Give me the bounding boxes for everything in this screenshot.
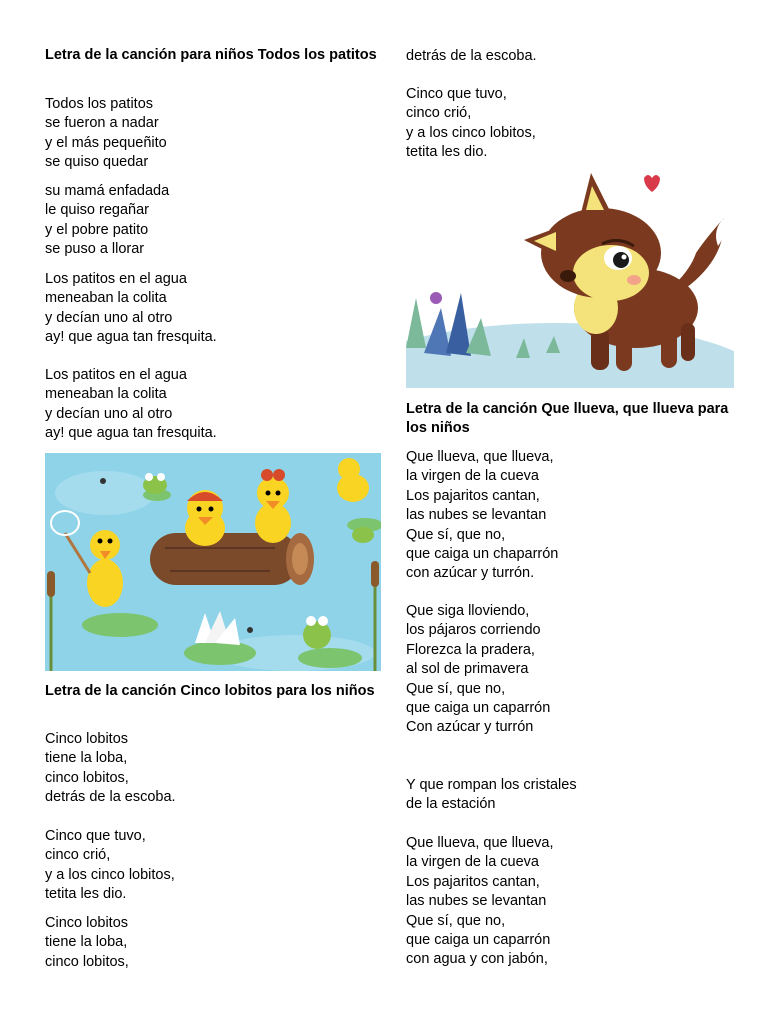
lyric-line: y a los cinco lobitos, (45, 866, 175, 883)
lyric-line: Que llueva, que llueva, (406, 835, 554, 851)
stanza (406, 602, 734, 738)
lyric-line: Florezca la pradera, (406, 641, 535, 658)
lyric-line: se fueron a nadar (45, 115, 159, 132)
lyric-line: Cinco lobitos (45, 731, 129, 747)
lyric-line: y decían uno al otro (45, 405, 173, 422)
stanza (45, 914, 381, 972)
stanza (406, 776, 734, 815)
stanza (45, 182, 381, 260)
lyric-line: cinco crió, (406, 105, 472, 122)
lyric-line: tetita les dio. (45, 886, 127, 903)
lyric-line: su mamá enfadada (45, 183, 170, 199)
lyric-line: y decían uno al otro (45, 309, 173, 326)
lyric-line: la virgen de la cueva (406, 468, 539, 485)
lyric-line: al sol de primavera (406, 661, 529, 678)
lyric-line: cinco crió, (45, 847, 111, 864)
wolf-cub-illustration (406, 168, 734, 388)
lyric-line: tiene la loba, (45, 934, 128, 951)
lyric-line: con agua y con jabón, (406, 951, 548, 968)
ducklings-pond-illustration (45, 453, 381, 671)
lyric-line: Los pajaritos cantan, (406, 873, 540, 890)
lyric-line: se quiso quedar (45, 154, 149, 171)
lyric-line: y a los cinco lobitos, (406, 124, 536, 141)
lyric-line: y el pobre patito (45, 221, 149, 238)
stanza (45, 95, 381, 173)
lyric-line: tetita les dio. (406, 144, 488, 161)
lyric-line: meneaban la colita (45, 290, 167, 307)
lyric-line: meneaban la colita (45, 386, 167, 403)
lyric-line: de la estación (406, 796, 496, 813)
lyric-line: se puso a llorar (45, 241, 145, 258)
stanza (45, 730, 381, 808)
lyric-line: Que sí, que no, (406, 680, 506, 697)
lyric-line: Que siga lloviendo, (406, 603, 530, 619)
lyric-line: Que llueva, que llueva, (406, 449, 554, 465)
lyric-line: cinco lobitos, (45, 953, 129, 970)
lyric-line: Que sí, que no, (406, 526, 506, 543)
lyric-line: la virgen de la cueva (406, 854, 539, 871)
lyric-line: ay! que agua tan fresquita. (45, 425, 217, 442)
song-title-todos-los-patitos: Letra de la canción para niños Todos los patitos (45, 47, 377, 63)
lyric-line: las nubes se levantan (406, 893, 547, 910)
lyric-line: que caiga un caparrón (406, 932, 551, 949)
lyric-line: ay! que agua tan fresquita. (45, 329, 217, 346)
lyric-line: los pájaros corriendo (406, 622, 541, 639)
lyric-line: que caiga un caparrón (406, 700, 551, 717)
stanza (45, 270, 381, 348)
lyric-line: las nubes se levantan (406, 507, 547, 524)
lyric-line: cinco lobitos, (45, 769, 129, 786)
lyric-line: detrás de la escoba. (406, 48, 537, 64)
stanza (406, 85, 734, 163)
lyric-line: Cinco lobitos (45, 915, 129, 931)
lyric-line: tiene la loba, (45, 750, 128, 767)
lyric-line: con azúcar y turrón. (406, 565, 535, 582)
stanza (406, 47, 734, 66)
lyric-line: y el más pequeñito (45, 134, 167, 151)
stanza (45, 366, 381, 444)
lyric-line: Todos los patitos (45, 96, 154, 112)
lyric-line: que caiga un chaparrón (406, 546, 559, 563)
lyric-line: le quiso regañar (45, 202, 149, 219)
lyric-line: Los patitos en el agua (45, 367, 187, 383)
stanza (406, 448, 734, 584)
lyric-line: Los pajaritos cantan, (406, 487, 540, 504)
lyric-line: Cinco que tuvo, (406, 86, 507, 102)
ducklings-on-log-icon (45, 453, 381, 671)
lyric-line: Con azúcar y turrón (406, 719, 534, 736)
lyric-line: detrás de la escoba. (45, 789, 176, 806)
wolf-cub-icon (406, 168, 734, 388)
lyric-line: Los patitos en el agua (45, 271, 187, 287)
song-title-cinco-lobitos: Letra de la canción Cinco lobitos para los niños (45, 683, 375, 699)
stanza (45, 827, 381, 905)
lyric-line: Y que rompan los cristales (406, 777, 577, 793)
lyric-line: Que sí, que no, (406, 912, 506, 929)
stanza (406, 834, 734, 970)
lyric-line: Cinco que tuvo, (45, 828, 146, 844)
song-title-que-llueva: Letra de la canción Que llueva, que llueva para los niños (406, 401, 729, 436)
